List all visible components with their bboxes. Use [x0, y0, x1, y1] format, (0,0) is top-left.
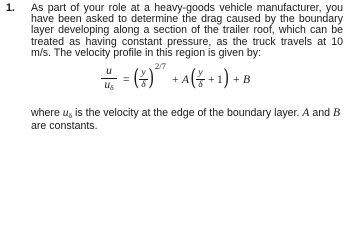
exponent: 2/7: [155, 61, 166, 71]
lhs-fraction: [101, 66, 117, 93]
y-symbol-2: y: [198, 68, 203, 78]
coefficient-b: B: [243, 74, 251, 86]
delta-symbol-2: δ: [198, 79, 203, 90]
delta-symbol-1: δ: [141, 79, 146, 90]
coefficient-a: A: [182, 74, 190, 86]
y-over-delta-2: [196, 69, 205, 90]
lhs-denominator: $u_\delta$: [104, 79, 114, 92]
velocity-profile-equation: [101, 62, 271, 98]
right-paren-1: ): [148, 66, 155, 91]
lhs-numerator: u: [106, 65, 112, 77]
one: 1: [217, 74, 223, 86]
right-paren-2: ): [223, 66, 230, 91]
left-paren-2: (: [190, 66, 197, 91]
y-symbol-1: y: [141, 68, 146, 78]
question-intro: As part of your role at a heavy-goods vehicle manufacturer, you have been asked to determine the drag caused by the boundary layer developing along a section of the trailer roof, which can be treated as having constant pressure, as the truck travels at 10 m/s. The velocity profile in this region is given by:: [31, 2, 343, 59]
y-over-delta-1: [139, 69, 148, 90]
question-explanation: where $u_\delta$ is the velocity at the edge of the boundary layer. A and B are constants.: [31, 107, 340, 133]
left-paren-1: (: [133, 66, 140, 91]
question-number: 1.: [6, 2, 15, 14]
edge-velocity-symbol: $u_\delta$: [62, 107, 73, 120]
equals-sign: =: [123, 74, 130, 86]
plus-sign-1: +: [172, 74, 179, 86]
plus-sign-2: +: [208, 74, 215, 86]
plus-sign-3: +: [233, 74, 240, 86]
